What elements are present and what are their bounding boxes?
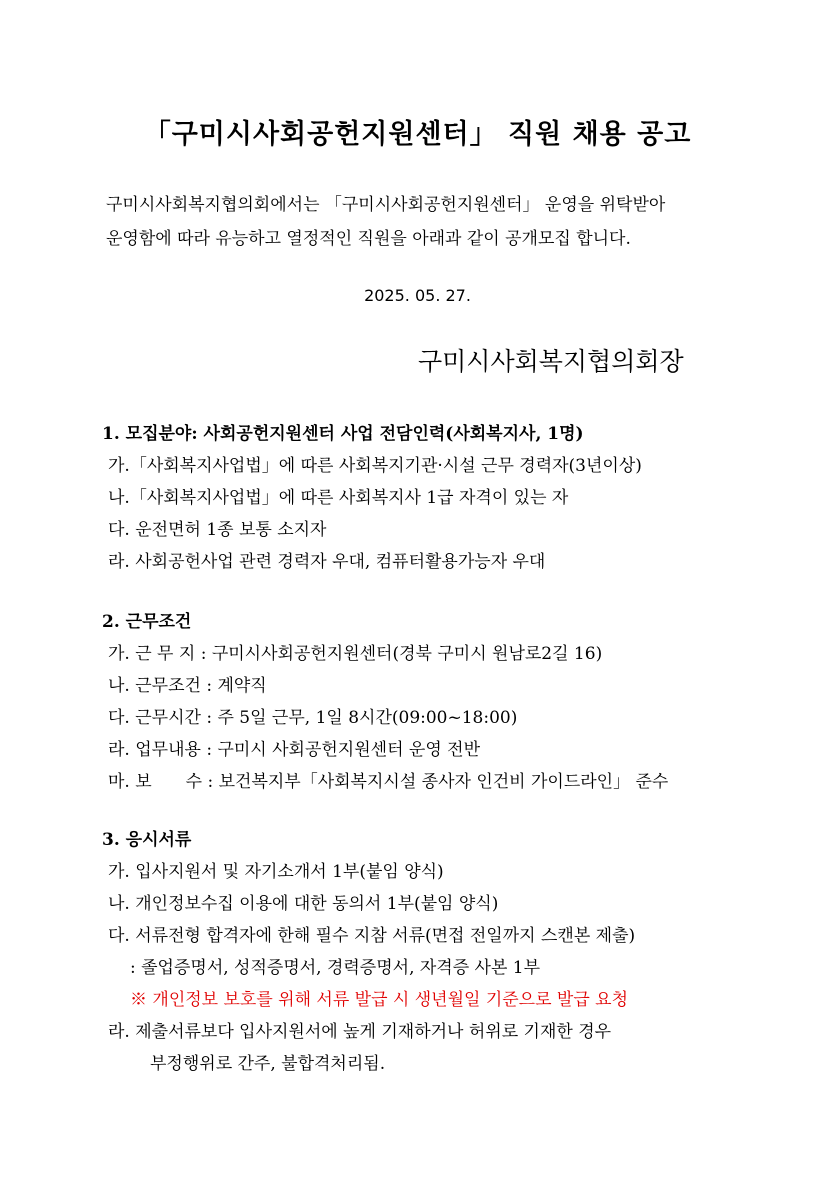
list-item: 나. 개인정보수집 이용에 대한 동의서 1부(붙임 양식) xyxy=(108,894,499,914)
list-item: 나. 근무조건 : 계약직 xyxy=(108,676,267,696)
list-item: 가. 입사지원서 및 자기소개서 1부(붙임 양식) xyxy=(108,862,444,882)
section-heading: 3. 응시서류 xyxy=(102,830,192,850)
privacy-notice: ※ 개인정보 보호를 위해 서류 발급 시 생년월일 기준으로 발급 요청 xyxy=(130,990,629,1010)
list-item: 가.「사회복지사업법」에 따른 사회복지기관·시설 근무 경력자(3년이상) xyxy=(108,456,642,476)
section-heading: 1. 모집분야: 사회공헌지원센터 사업 전담인력(사회복지사, 1명) xyxy=(102,424,584,444)
list-item-detail: : 졸업증명서, 성적증명서, 경력증명서, 자격증 사본 1부 xyxy=(130,958,541,978)
list-item: 마. 보 수 : 보건복지부「사회복지시설 종사자 인건비 가이드라인」 준수 xyxy=(108,772,669,792)
list-item: 라. 업무내용 : 구미시 사회공헌지원센터 운영 전반 xyxy=(108,740,480,760)
section-heading: 2. 근무조건 xyxy=(102,612,192,632)
signer-name: 구미시사회복지협의회장 xyxy=(418,347,684,376)
announcement-date: 2025. 05. 27. xyxy=(364,286,471,305)
list-item: 가. 근 무 지 : 구미시사회공헌지원센터(경북 구미시 원남로2길 16) xyxy=(108,644,603,664)
list-item: 다. 운전면허 1종 보통 소지자 xyxy=(108,520,327,540)
list-item: 나.「사회복지사업법」에 따른 사회복지사 1급 자격이 있는 자 xyxy=(108,488,569,508)
list-item: 라. 사회공헌사업 관련 경력자 우대, 컴퓨터활용가능자 우대 xyxy=(108,552,546,572)
section-recruitment-field xyxy=(102,418,642,578)
list-item: 다. 서류전형 합격자에 한해 필수 지참 서류(면접 전일까지 스캔본 제출) xyxy=(108,926,636,946)
section-application-documents xyxy=(102,824,635,1080)
list-item: 라. 제출서류보다 입사지원서에 높게 기재하거나 허위로 기재한 경우 xyxy=(108,1022,612,1042)
section-working-conditions xyxy=(102,606,668,798)
list-item-continuation: 부정행위로 간주, 불합격처리됨. xyxy=(150,1054,386,1074)
intro-line: 운영함에 따라 유능하고 열정적인 직원을 아래과 같이 공개모집 합니다. xyxy=(106,229,631,249)
list-item: 다. 근무시간 : 주 5일 근무, 1일 8시간(09:00~18:00) xyxy=(108,708,518,728)
intro-paragraph xyxy=(106,188,746,256)
intro-line: 구미시사회복지협의회에서는 「구미시사회공헌지원센터」 운영을 위탁받아 xyxy=(106,195,666,215)
document-title: 「구미시사회공헌지원센터」 직원 채용 공고 xyxy=(143,119,692,150)
